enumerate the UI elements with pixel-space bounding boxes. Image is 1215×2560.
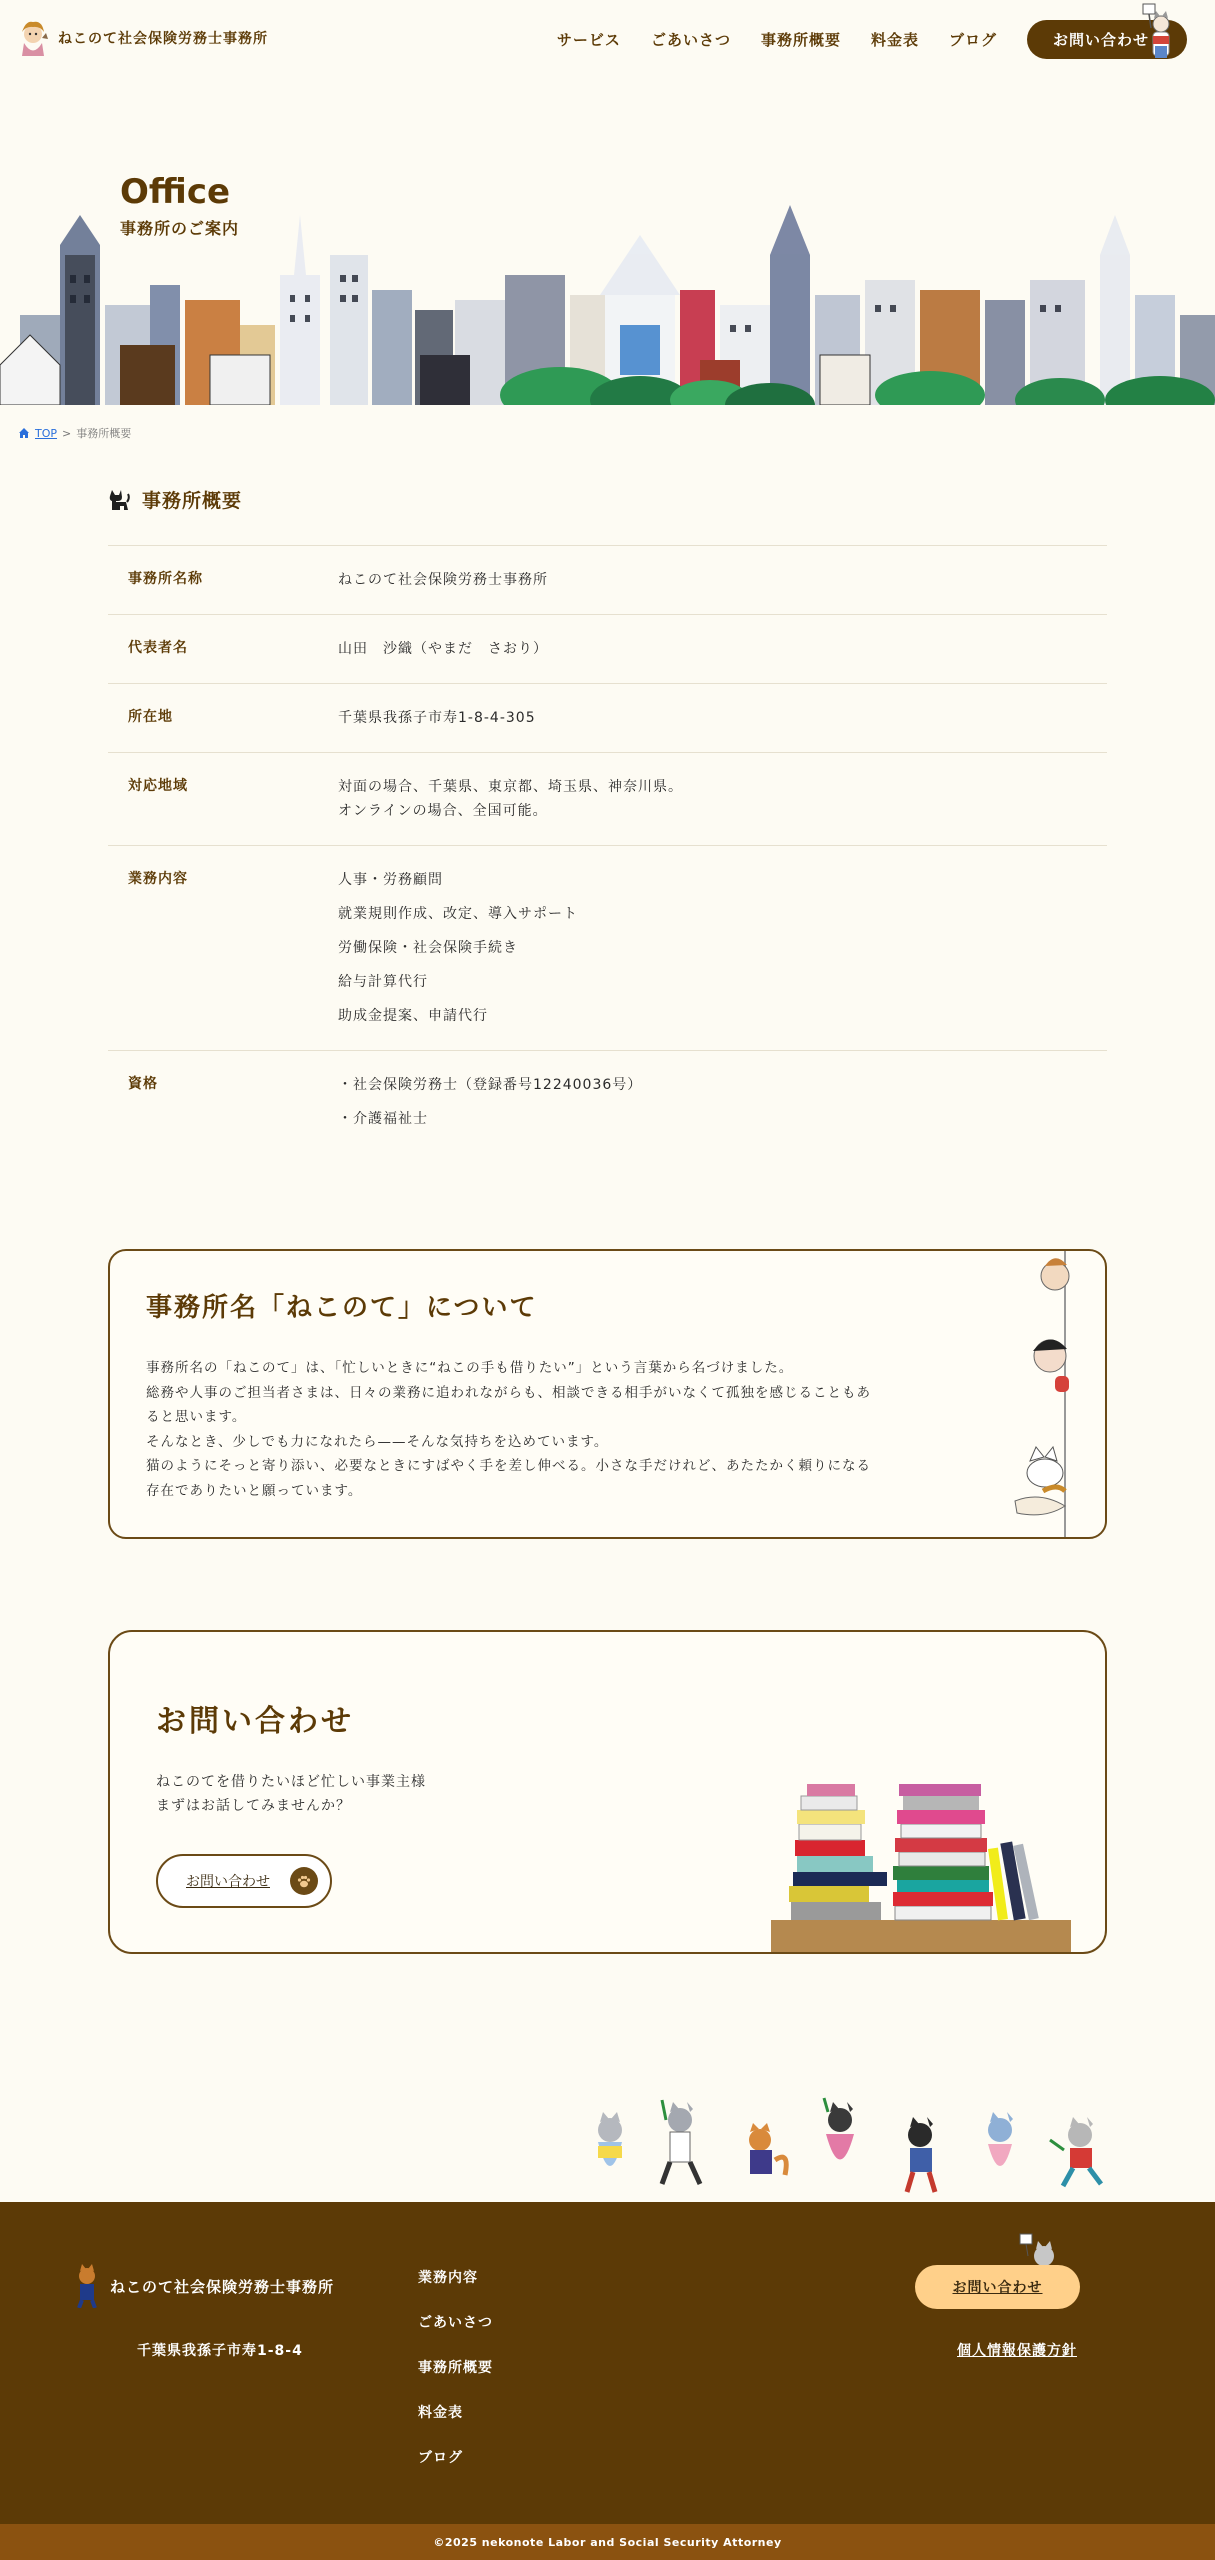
breadcrumb <box>18 425 131 441</box>
value-line: 対面の場合、千葉県、東京都、埼玉県、神奈川県。 <box>338 779 683 795</box>
contact-text <box>156 1770 426 1818</box>
cat-holding-sign-icon <box>1137 2 1181 62</box>
paw-icon <box>290 1867 318 1895</box>
nav-office[interactable]: 事務所概要 <box>760 31 841 49</box>
contact-line: まずはお話してみませんか？ <box>156 1798 351 1814</box>
footer-link-office[interactable]: 事務所概要 <box>418 2360 493 2376</box>
footer-privacy-link[interactable]: 個人情報保護方針 <box>957 2343 1077 2359</box>
footer-link-blog[interactable]: ブログ <box>418 2450 463 2466</box>
value-line: 給与計算代行 <box>338 974 428 990</box>
row-label: 代表者名 <box>128 640 188 656</box>
row-value <box>338 706 536 730</box>
about-line: 存在でありたいと願っています。 <box>146 1482 363 1499</box>
row-label: 事務所名称 <box>128 571 203 587</box>
overview-title: 事務所概要 <box>142 490 243 512</box>
footer-nav <box>418 2267 493 2492</box>
nav-price[interactable]: 料金表 <box>870 31 919 49</box>
row-value <box>338 868 578 1028</box>
row-label: 業務内容 <box>128 871 188 887</box>
cat-girl-logo-icon <box>14 18 52 58</box>
row-value <box>338 775 683 823</box>
breadcrumb-separator: > <box>62 426 72 440</box>
value-line: 就業規則作成、改定、導入サポート <box>338 906 578 922</box>
table-row <box>108 1050 1107 1153</box>
breadcrumb-top-link[interactable]: TOP <box>35 426 58 440</box>
main-nav <box>557 20 1187 59</box>
breadcrumb-current: 事務所概要 <box>76 427 132 440</box>
hero-title-en: Office <box>120 172 231 212</box>
about-title: 事務所名「ねこのて」について <box>146 1293 538 1323</box>
table-row <box>108 752 1107 845</box>
value-line: ・介護福祉士 <box>338 1111 428 1127</box>
site-header <box>0 0 1215 80</box>
about-line: 猫のようにそっと寄り添い、必要なときにすばやく手を差し伸べる。小さな手だけれど、あたたかく頼りになる <box>146 1458 871 1474</box>
about-line: 総務や人事のご担当者さまは、日々の業務に追われながらも、相談できる相手がいなくて孤独を感じることもあ <box>146 1384 871 1401</box>
about-text <box>146 1356 916 1503</box>
value-line: 人事・労務顧問 <box>338 872 443 888</box>
cat-with-sign-icon <box>1018 2232 1058 2268</box>
footer-contact-button[interactable]: お問い合わせ <box>915 2265 1080 2309</box>
footer-link-greeting[interactable]: ごあいさつ <box>418 2315 493 2331</box>
footer-link-price[interactable]: 料金表 <box>418 2405 463 2421</box>
city-illustration <box>0 195 1215 405</box>
nav-blog[interactable]: ブログ <box>948 31 997 49</box>
contact-card <box>108 1630 1107 1954</box>
footer-logo-text: ねこのて社会保険労務士事務所 <box>110 2277 335 2296</box>
row-label: 対応地域 <box>128 778 188 794</box>
contact-title: お問い合わせ <box>156 1704 354 1739</box>
table-row <box>108 683 1107 752</box>
table-row <box>108 614 1107 683</box>
footer-link-service[interactable]: 業務内容 <box>418 2270 478 2286</box>
table-row <box>108 545 1107 614</box>
footer-address: 千葉県我孫子市寿1-8-4 <box>137 2343 303 2359</box>
value-line: オンラインの場合、全国可能。 <box>338 803 548 819</box>
header-contact-label: お問い合わせ <box>1053 31 1150 49</box>
about-line: そんなとき、少しでも力になれたら——そんな気持ちを込めています。 <box>146 1433 609 1450</box>
contact-button[interactable] <box>156 1854 332 1908</box>
row-label: 所在地 <box>128 709 173 725</box>
about-line: ると思います。 <box>146 1409 247 1425</box>
cat-in-suit-icon <box>72 2264 102 2308</box>
hero-banner <box>0 80 1215 405</box>
overview-heading <box>108 486 242 513</box>
logo-text: ねこのて社会保険労務士事務所 <box>58 31 268 47</box>
cat-icon <box>108 488 130 512</box>
footer-logo[interactable] <box>72 2264 334 2308</box>
row-value <box>338 1073 642 1131</box>
row-value <box>338 637 548 661</box>
value-line: 山田 沙織（やまだ さおり） <box>338 641 548 657</box>
row-label: 資格 <box>128 1076 158 1092</box>
book-stacks-illustration <box>771 1762 1071 1952</box>
office-info-table <box>108 545 1107 1153</box>
value-line: 助成金提案、申請代行 <box>338 1008 488 1024</box>
copyright-bar: ©2025 nekonote Labor and Social Security Attorney <box>0 2524 1215 2560</box>
home-icon <box>18 427 30 439</box>
site-footer <box>0 2202 1215 2524</box>
hero-title-jp: 事務所のご案内 <box>120 219 240 238</box>
contact-button-label: お問い合わせ <box>186 1874 270 1890</box>
about-name-card <box>108 1249 1107 1539</box>
nav-greeting[interactable]: ごあいさつ <box>650 31 731 49</box>
table-row <box>108 845 1107 1050</box>
parading-cats-illustration <box>580 2090 1180 2200</box>
value-line: 労働保険・社会保険手続き <box>338 940 518 956</box>
value-line: ねこのて社会保険労務士事務所 <box>338 572 548 588</box>
contact-line: ねこのてを借りたいほど忙しい事業主様 <box>156 1774 426 1790</box>
nav-service[interactable]: サービス <box>556 31 621 49</box>
value-line: ・社会保険労務士（登録番号12240036号） <box>338 1077 643 1093</box>
header-contact-button[interactable] <box>1027 20 1187 59</box>
row-value <box>338 568 548 592</box>
peeking-characters-illustration <box>995 1251 1085 1539</box>
value-line: 千葉県我孫子市寿1-8-4-305 <box>338 710 536 726</box>
site-logo[interactable] <box>14 18 268 58</box>
about-line: 事務所名の「ねこのて」は、「忙しいときに“ねこの手も借りたい”」という言葉から名づけました。 <box>146 1360 794 1376</box>
